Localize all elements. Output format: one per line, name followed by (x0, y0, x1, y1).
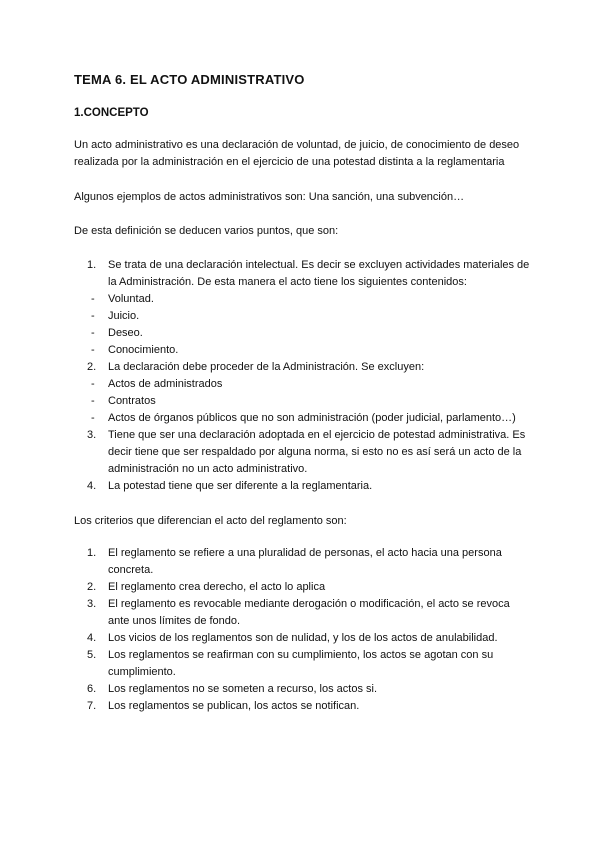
list-marker: - (91, 412, 95, 424)
point-item (74, 410, 534, 427)
list-item-text: Se trata de una declaración intelectual. Es decir se excluyen actividades materiales de la Administración. De esta manera el acto tiene los siguientes contenidos: (108, 259, 530, 288)
paragraph-examples: Algunos ejemplos de actos administrativos son: Una sanción, una subvención… (74, 191, 465, 203)
list-item-text: Actos de administrados (108, 378, 223, 390)
list-item-text: Juicio. (108, 310, 140, 322)
list-item-text: El reglamento se refiere a una pluralidad de personas, el acto hacia una persona concreta. (108, 547, 502, 576)
criteria-item (74, 579, 534, 596)
list-marker: - (91, 293, 95, 305)
paragraph-intro-points: De esta definición se deducen varios puntos, que son: (74, 225, 339, 237)
criteria-item (74, 630, 534, 647)
point-item (74, 393, 534, 410)
section-heading: 1.CONCEPTO (74, 107, 149, 119)
list-marker: - (91, 344, 95, 356)
point-item (74, 427, 534, 478)
list-item-text: La potestad tiene que ser diferente a la reglamentaria. (108, 480, 373, 492)
list-item-text: Tiene que ser una declaración adoptada en el ejercicio de potestad administrativa. Es decir tiene que ser respaldado por alguna norma, si esto no es así será un acto de la administración no un acto administrativo. (108, 429, 526, 475)
paragraph-definition: Un acto administrativo es una declaración de voluntad, de juicio, de conocimiento de deseo realizada por la administración en el ejercicio de una potestad distinta a la reglamentaria (74, 139, 520, 168)
list-marker: 4. (87, 480, 97, 492)
point-item (74, 308, 534, 325)
list-marker: - (91, 395, 95, 407)
list-item-text: Los reglamentos se publican, los actos se notifican. (108, 700, 360, 712)
list-marker: - (91, 327, 95, 339)
point-item (74, 342, 534, 359)
point-item (74, 291, 534, 308)
point-item (74, 359, 534, 376)
list-marker: 7. (87, 700, 97, 712)
list-marker: 1. (87, 259, 97, 271)
list-item-text: Actos de órganos públicos que no son administración (poder judicial, parlamento…) (108, 412, 516, 424)
list-marker: - (91, 310, 95, 322)
document-title: TEMA 6. EL ACTO ADMINISTRATIVO (74, 72, 305, 87)
list-item-text: La declaración debe proceder de la Administración. Se excluyen: (108, 361, 425, 373)
list-marker: 2. (87, 581, 97, 593)
points-list (74, 257, 534, 495)
list-item-text: Deseo. (108, 327, 143, 339)
list-marker: 3. (87, 598, 97, 610)
list-item-text: Conocimiento. (108, 344, 179, 356)
criteria-item (74, 545, 534, 579)
list-item-text: Los reglamentos se reafirman con su cumplimiento, los actos se agotan con su cumplimiento. (108, 649, 494, 678)
list-item-text: Contratos (108, 395, 156, 407)
point-item (74, 376, 534, 393)
list-marker: 1. (87, 547, 97, 559)
list-marker: - (91, 378, 95, 390)
point-item (74, 478, 534, 495)
list-item-text: El reglamento crea derecho, el acto lo aplica (108, 581, 326, 593)
criteria-item (74, 596, 534, 630)
list-item-text: El reglamento es revocable mediante derogación o modificación, el acto se revoca ante unos límites de fondo. (108, 598, 510, 627)
list-marker: 2. (87, 361, 97, 373)
criteria-list (74, 545, 534, 715)
list-item-text: Voluntad. (108, 293, 154, 305)
list-marker: 5. (87, 649, 97, 661)
list-item-text: Los vicios de los reglamentos son de nulidad, y los de los actos de anulabilidad. (108, 632, 498, 644)
point-item (74, 257, 534, 291)
criteria-item (74, 698, 534, 715)
list-item-text: Los reglamentos no se someten a recurso, los actos si. (108, 683, 378, 695)
criteria-item (74, 681, 534, 698)
criteria-item (74, 647, 534, 681)
paragraph-criteria-intro: Los criterios que diferencian el acto del reglamento son: (74, 515, 347, 527)
list-marker: 4. (87, 632, 97, 644)
list-marker: 6. (87, 683, 97, 695)
point-item (74, 325, 534, 342)
list-marker: 3. (87, 429, 97, 441)
